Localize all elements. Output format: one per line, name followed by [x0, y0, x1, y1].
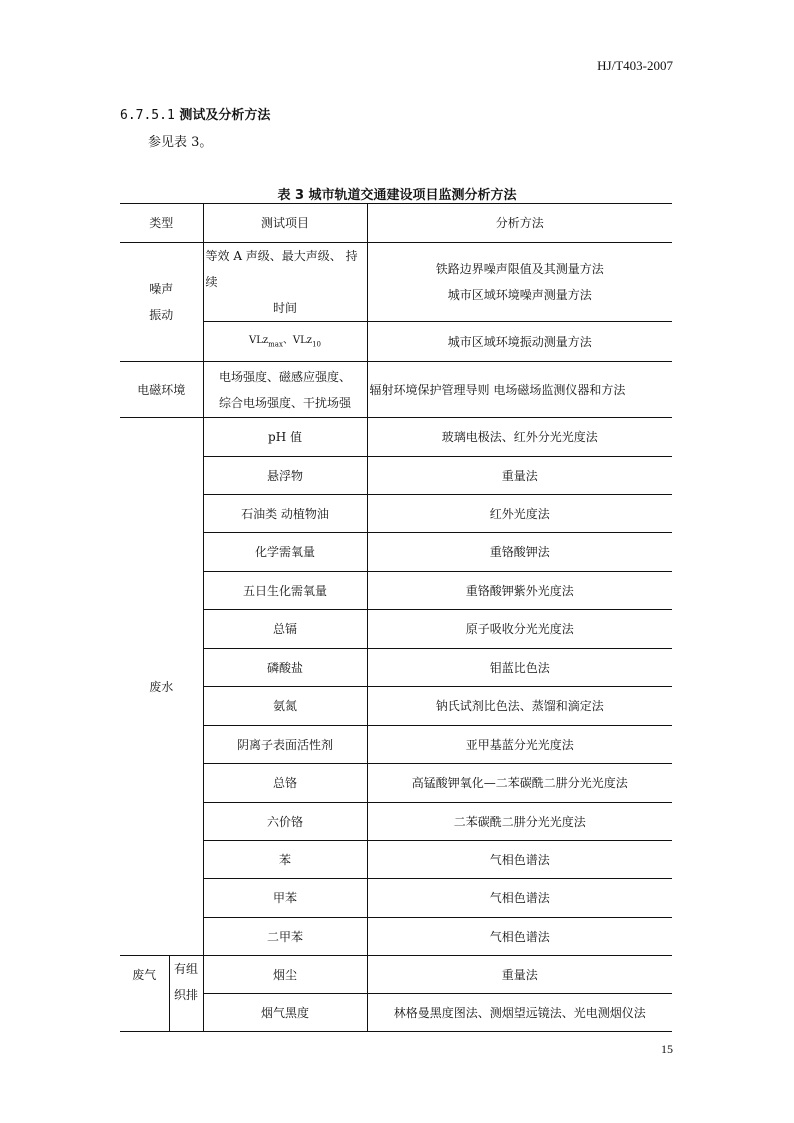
- method-cell: 铁路边界噪声限值及其测量方法 城市区域环境噪声测量方法: [367, 243, 672, 322]
- method-cell: 红外光度法: [367, 495, 672, 533]
- table-row: [120, 243, 672, 322]
- table-row: [120, 994, 672, 1032]
- method-cell: 城市区域环境振动测量方法: [367, 322, 672, 362]
- method-cell: 钠氏试剂比色法、蒸馏和滴定法: [367, 687, 672, 726]
- table-row: [120, 418, 672, 457]
- method-cell: 气相色谱法: [367, 918, 672, 956]
- table-row: [120, 457, 672, 495]
- item-cell: 氨氮: [203, 687, 367, 726]
- table-row: [120, 764, 672, 803]
- item-cell: 石油类 动植物油: [203, 495, 367, 533]
- table-row: [120, 362, 672, 418]
- category-noise-vibration: 噪声 振动: [120, 243, 203, 362]
- column-header-type: 类型: [120, 204, 203, 243]
- item-cell: 二甲苯: [203, 918, 367, 956]
- method-cell: 玻璃电极法、红外分光光度法: [367, 418, 672, 457]
- table-row: [120, 687, 672, 726]
- method-cell: 林格曼黑度图法、测烟望远镜法、光电测烟仪法: [367, 994, 672, 1032]
- item-cell: VLz$_{max}$、VLz$_{10}$: [203, 322, 367, 362]
- method-cell: 辐射环境保护管理导则 电场磁场监测仪器和方法: [367, 362, 672, 418]
- category-wastewater: 废水: [120, 418, 203, 956]
- method-cell: 重量法: [367, 956, 672, 994]
- method-cell: 二苯碳酰二肼分光光度法: [367, 803, 672, 841]
- reference-paragraph: 参见表 3。: [148, 135, 213, 150]
- item-cell: 烟气黑度: [203, 994, 367, 1032]
- item-cell: 悬浮物: [203, 457, 367, 495]
- table-caption: 表 3 城市轨道交通建设项目监测分析方法: [277, 188, 517, 203]
- table-row: [120, 322, 672, 362]
- column-header-method: 分析方法: [367, 204, 672, 243]
- item-cell: 苯: [203, 841, 367, 879]
- table-row: [120, 572, 672, 610]
- category-exhaust: 废气: [120, 956, 169, 1032]
- table-row: [120, 610, 672, 649]
- category-electromagnetic: 电磁环境: [120, 362, 203, 418]
- standard-code: HJ/T403-2007: [597, 58, 673, 73]
- table-row: [120, 726, 672, 764]
- item-cell: 化学需氧量: [203, 533, 367, 572]
- table-row: [120, 956, 672, 994]
- table-header-row: [120, 204, 672, 243]
- section-number: 6.7.5.1: [120, 108, 175, 123]
- item-cell: pH 值: [203, 418, 367, 457]
- table-row: [120, 649, 672, 687]
- table-row: [120, 533, 672, 572]
- monitoring-methods-table: [120, 203, 672, 1032]
- item-cell: 总铬: [203, 764, 367, 803]
- method-cell: 气相色谱法: [367, 841, 672, 879]
- subcategory-organized-emission: 有组 织排: [169, 956, 203, 1032]
- item-cell: 五日生化需氧量: [203, 572, 367, 610]
- table-row: [120, 879, 672, 918]
- page-number: 15: [661, 1042, 673, 1056]
- table-row: [120, 841, 672, 879]
- item-cell: 总镉: [203, 610, 367, 649]
- section-title: 测试及分析方法: [179, 108, 271, 123]
- method-cell: 重铬酸钾紫外光度法: [367, 572, 672, 610]
- item-cell: 六价铬: [203, 803, 367, 841]
- item-cell: 阴离子表面活性剂: [203, 726, 367, 764]
- method-cell: 亚甲基蓝分光光度法: [367, 726, 672, 764]
- item-cell: 磷酸盐: [203, 649, 367, 687]
- section-heading: [120, 104, 270, 123]
- method-cell: 气相色谱法: [367, 879, 672, 918]
- table-row: [120, 918, 672, 956]
- method-cell: 重量法: [367, 457, 672, 495]
- item-cell: 电场强度、磁感应强度、 综合电场强度、干扰场强: [203, 362, 367, 418]
- method-cell: 钼蓝比色法: [367, 649, 672, 687]
- method-cell: 原子吸收分光光度法: [367, 610, 672, 649]
- table-row: [120, 803, 672, 841]
- method-cell: 重铬酸钾法: [367, 533, 672, 572]
- item-cell: 等效 A 声级、最大声级、 持续 时间: [203, 243, 367, 322]
- table-row: [120, 495, 672, 533]
- item-cell: 甲苯: [203, 879, 367, 918]
- method-cell: 高锰酸钾氧化—二苯碳酰二肼分光光度法: [367, 764, 672, 803]
- column-header-item: 测试项目: [203, 204, 367, 243]
- item-cell: 烟尘: [203, 956, 367, 994]
